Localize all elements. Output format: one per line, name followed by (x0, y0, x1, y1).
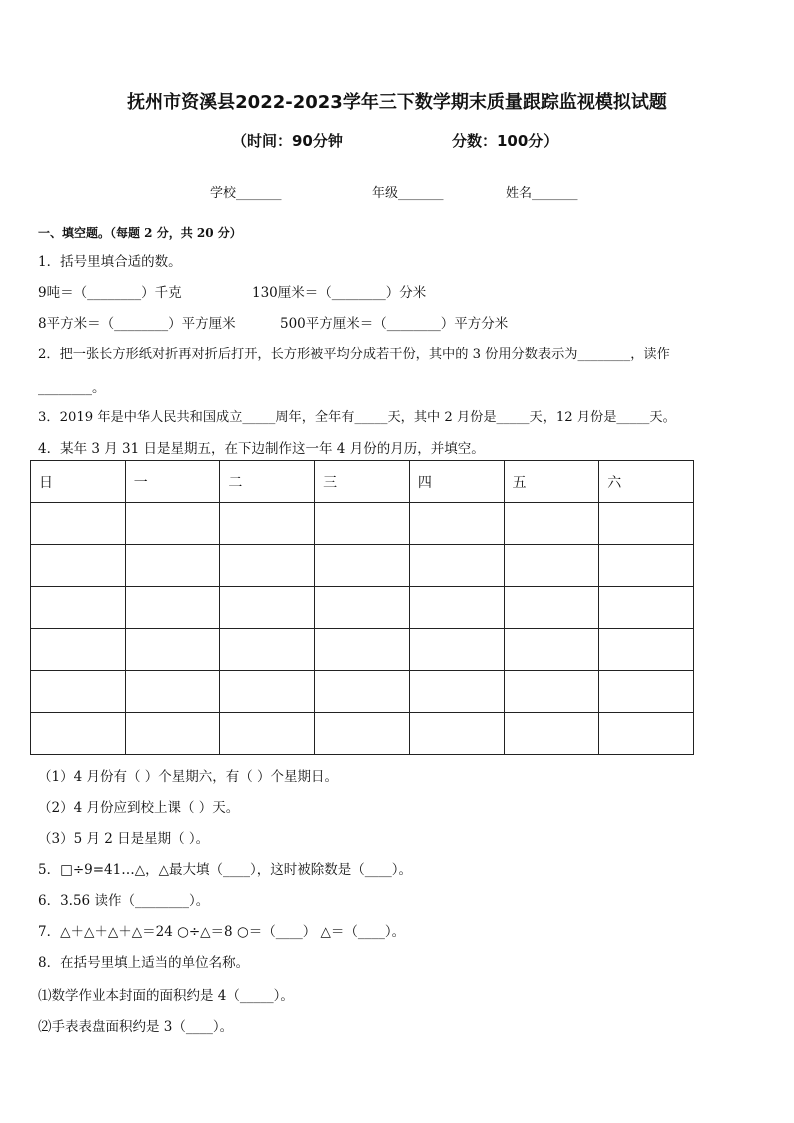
calendar-cell[interactable] (315, 671, 410, 713)
calendar-row (31, 629, 694, 671)
calendar-cell[interactable] (31, 629, 126, 671)
question-8-2: ⑵手表表盘面积约是 3（____）。 (38, 1019, 234, 1035)
question-8: 8．在括号里填上适当的单位名称。 (38, 955, 250, 971)
calendar-cell[interactable] (220, 587, 315, 629)
calendar-cell[interactable] (504, 545, 599, 587)
calendar-header-cell: 日 (31, 461, 126, 503)
calendar-cell[interactable] (125, 629, 220, 671)
calendar-cell[interactable] (220, 503, 315, 545)
calendar-row (31, 545, 694, 587)
calendar-header-cell: 六 (599, 461, 694, 503)
calendar-header-cell: 四 (409, 461, 504, 503)
calendar-cell[interactable] (504, 713, 599, 755)
calendar-cell[interactable] (31, 587, 126, 629)
calendar-cell[interactable] (315, 587, 410, 629)
grade-field: 年级_______ (372, 186, 444, 201)
question-2: 2．把一张长方形纸对折再对折后打开，长方形被平均分成若干份，其中的 3 份用分数表示为________，读作 (38, 347, 670, 362)
question-4: 4．某年 3 月 31 日是星期五，在下边制作这一年 4 月份的月历，并填空。 (38, 441, 485, 457)
calendar-header-row (31, 461, 694, 503)
calendar-cell[interactable] (409, 629, 504, 671)
calendar-row (31, 587, 694, 629)
calendar-row (31, 503, 694, 545)
calendar-cell[interactable] (599, 713, 694, 755)
calendar-header-cell: 二 (220, 461, 315, 503)
question-2-cont: ________。 (38, 380, 106, 396)
calendar-cell[interactable] (125, 671, 220, 713)
calendar-cell[interactable] (409, 587, 504, 629)
calendar-cell[interactable] (125, 503, 220, 545)
question-1: 1．括号里填合适的数。 (38, 254, 182, 270)
calendar-cell[interactable] (220, 545, 315, 587)
calendar-header-cell: 五 (504, 461, 599, 503)
calendar-cell[interactable] (599, 503, 694, 545)
calendar-row (31, 713, 694, 755)
calendar-cell[interactable] (315, 503, 410, 545)
calendar-cell[interactable] (599, 671, 694, 713)
exam-score: 分数：100分） (452, 132, 559, 150)
calendar-header-cell: 一 (125, 461, 220, 503)
question-8-1: ⑴数学作业本封面的面积约是 4（_____）。 (38, 988, 294, 1004)
question-6: 6．3.56 读作（________）。 (38, 893, 210, 909)
calendar-cell[interactable] (599, 587, 694, 629)
calendar-cell[interactable] (504, 629, 599, 671)
question-3: 3．2019 年是中华人民共和国成立_____周年，全年有_____天，其中 2 月份是_____天，12 月份是_____天。 (38, 410, 676, 425)
calendar-cell[interactable] (31, 713, 126, 755)
calendar-cell[interactable] (220, 629, 315, 671)
question-4-2: （2）4 月份应到校上课（ ）天。 (38, 800, 240, 816)
question-4-1: （1）4 月份有（ ）个星期六，有（ ）个星期日。 (38, 769, 339, 785)
calendar-cell[interactable] (125, 587, 220, 629)
question-1c: 8平方米＝（________）平方厘米 (38, 316, 236, 332)
calendar-cell[interactable] (31, 503, 126, 545)
calendar-cell[interactable] (409, 713, 504, 755)
calendar-cell[interactable] (31, 671, 126, 713)
calendar-row (31, 671, 694, 713)
calendar-cell[interactable] (599, 545, 694, 587)
calendar-cell[interactable] (220, 671, 315, 713)
calendar-cell[interactable] (409, 503, 504, 545)
calendar-cell[interactable] (315, 545, 410, 587)
question-4-3: （3）5 月 2 日是星期（ ）。 (38, 831, 210, 847)
calendar-cell[interactable] (599, 629, 694, 671)
question-5: 5．□÷9=41…△，△最大填（____），这时被除数是（____）。 (38, 862, 412, 878)
calendar-cell[interactable] (125, 713, 220, 755)
question-7: 7．△＋△＋△＋△＝24 ○÷△＝8 ○＝（____） △＝（____）。 (38, 924, 406, 940)
calendar-cell[interactable] (504, 587, 599, 629)
calendar-table (30, 460, 694, 755)
question-1b: 130厘米＝（________）分米 (252, 285, 427, 301)
calendar-cell[interactable] (125, 545, 220, 587)
question-1d: 500平方厘米＝（________）平方分米 (280, 316, 509, 332)
calendar-cell[interactable] (504, 671, 599, 713)
calendar-cell[interactable] (220, 713, 315, 755)
calendar-cell[interactable] (409, 545, 504, 587)
calendar-header-cell: 三 (315, 461, 410, 503)
exam-time: （时间：90分钟 (232, 132, 343, 150)
exam-title: 抚州市资溪县2022-2023学年三下数学期末质量跟踪监视模拟试题 (127, 92, 667, 113)
calendar-cell[interactable] (31, 545, 126, 587)
calendar-cell[interactable] (315, 713, 410, 755)
calendar-cell[interactable] (409, 671, 504, 713)
section-heading: 一、填空题。（每题 2 分，共 20 分） (38, 226, 242, 240)
calendar-cell[interactable] (504, 503, 599, 545)
calendar-cell[interactable] (315, 629, 410, 671)
question-1a: 9吨＝（________）千克 (38, 285, 182, 301)
name-field: 姓名_______ (506, 186, 578, 201)
school-field: 学校_______ (210, 186, 282, 201)
